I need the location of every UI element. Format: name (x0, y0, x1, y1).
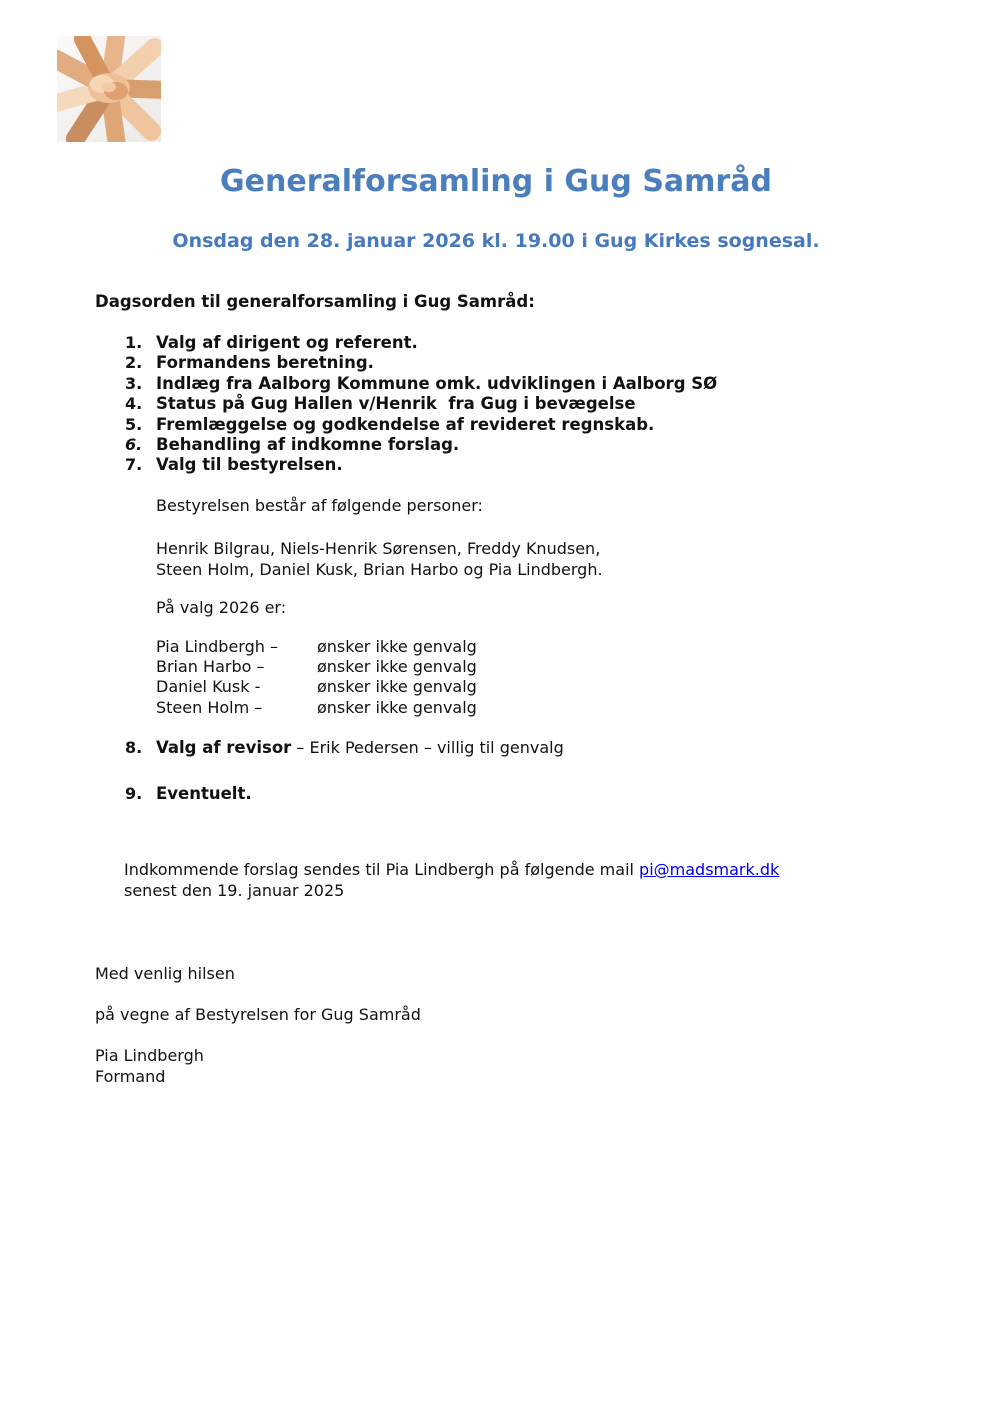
election-table (156, 637, 477, 718)
agenda-item-number: 3. (125, 373, 143, 393)
board-intro: Bestyrelsen består af følgende personer: (156, 496, 483, 515)
agenda-item-2 (125, 353, 885, 373)
proposals-text: Indkommende forslag sendes til Pia Lindbergh på følgende mail (124, 860, 640, 879)
board-members-line2: Steen Holm, Daniel Kusk, Brian Harbo og Pia Lindbergh. (156, 560, 603, 579)
election-row (156, 637, 477, 657)
agenda-item-7 (125, 455, 885, 475)
agenda-item-4 (125, 394, 885, 414)
election-member-status: ønsker ikke genvalg (317, 677, 477, 697)
agenda-item-number: 2. (125, 353, 143, 373)
agenda-item-number: 7. (125, 455, 143, 475)
agenda-item-text: Behandling af indkomne forslag. (156, 435, 460, 455)
agenda-item-text: Formandens beretning. (156, 353, 374, 373)
agenda-item-number: 9. (125, 784, 143, 803)
page-title: Generalforsamling i Gug Samråd (220, 164, 772, 199)
agenda-item-text: Fremlæggelse og godkendelse af revideret regnskab. (156, 414, 655, 434)
agenda-item-text: Status på Gug Hallen v/Henrik fra Gug i bevægelse (156, 394, 636, 414)
page-subtitle: Onsdag den 28. januar 2026 kl. 19.00 i Gug Kirkes sognesal. (172, 230, 820, 252)
election-row (156, 657, 477, 677)
agenda-item-8 (125, 738, 564, 758)
signature-name: Pia Lindbergh (95, 1046, 204, 1065)
election-heading: På valg 2026 er: (156, 598, 287, 617)
election-member-status: ønsker ikke genvalg (317, 637, 477, 656)
agenda-item-number: 5. (125, 414, 143, 434)
agenda-item-number: 4. (125, 394, 143, 414)
signature-role: Formand (95, 1067, 166, 1086)
hands-together-photo (57, 36, 161, 142)
election-member-name: Steen Holm – (156, 697, 263, 717)
proposals-deadline: senest den 19. januar 2025 (124, 880, 345, 900)
agenda-heading: Dagsorden til generalforsamling i Gug Samråd: (95, 292, 535, 311)
election-member-status: ønsker ikke genvalg (317, 657, 477, 677)
agenda-item-text (156, 738, 564, 758)
signature-greeting: Med venlig hilsen (95, 964, 235, 983)
item9-bold-label: Eventuelt. (156, 784, 252, 803)
election-member-status: ønsker ikke genvalg (317, 697, 477, 717)
agenda-item-number: 1. (125, 333, 143, 352)
agenda-item-number: 6. (125, 435, 143, 455)
election-member-name: Pia Lindbergh – (156, 637, 278, 656)
agenda-item-text: Indlæg fra Aalborg Kommune omk. udviklingen i Aalborg SØ (156, 373, 718, 393)
agenda-item-text: Valg til bestyrelsen. (156, 455, 343, 475)
proposals-paragraph (124, 860, 904, 902)
agenda-item-1 (125, 333, 885, 353)
agenda-item-3 (125, 374, 885, 394)
agenda-item-text: Valg af dirigent og referent. (156, 333, 418, 352)
election-row (156, 698, 477, 718)
signature-on-behalf: på vegne af Bestyrelsen for Gug Samråd (95, 1005, 421, 1024)
agenda-item-5 (125, 415, 885, 435)
hands-together-icon (57, 36, 161, 142)
election-row (156, 677, 477, 697)
item8-bold-label: Valg af revisor (156, 738, 292, 757)
election-member-name: Brian Harbo – (156, 657, 265, 677)
election-member-name: Daniel Kusk - (156, 677, 261, 697)
agenda-list (125, 333, 885, 476)
agenda-item-number: 8. (125, 738, 143, 757)
agenda-item-9 (125, 784, 252, 804)
email-link[interactable]: pi@madsmark.dk (639, 860, 780, 879)
board-members-line1: Henrik Bilgrau, Niels-Henrik Sørensen, Freddy Knudsen, (156, 539, 601, 558)
agenda-item-6 (125, 435, 885, 455)
item8-detail: – Erik Pedersen – villig til genvalg (291, 738, 564, 757)
